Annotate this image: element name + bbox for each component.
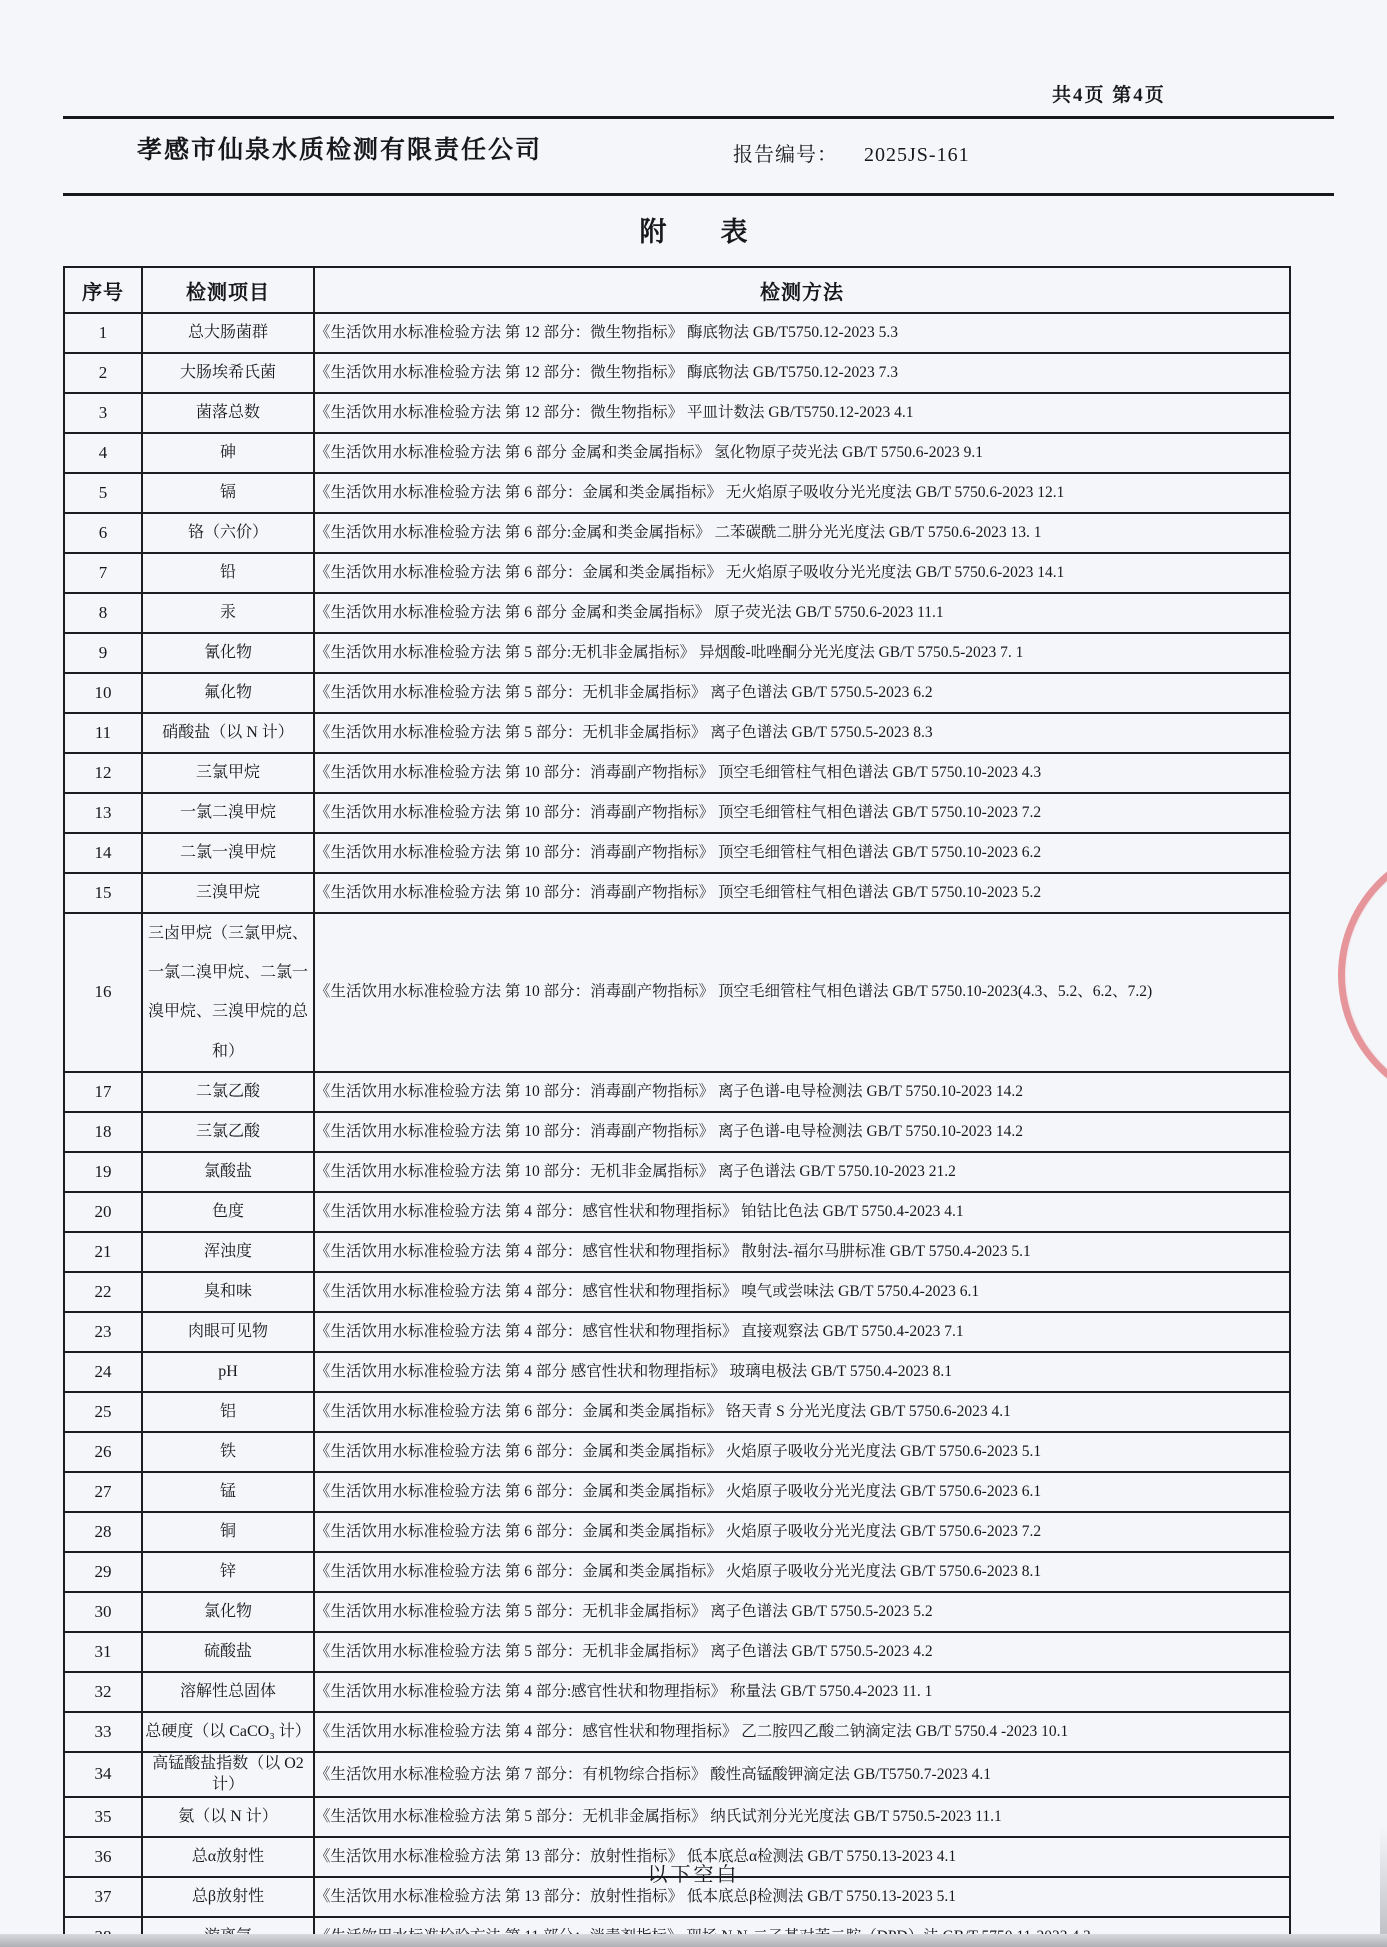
header-no: 序号 [64,267,142,313]
appendix-title: 附 表 [639,217,748,247]
row-item: 溶解性总固体 [142,1672,314,1712]
row-number: 33 [64,1712,142,1752]
row-item: 三溴甲烷 [142,873,314,913]
row-item: 大肠埃希氏菌 [142,353,314,393]
table-row [64,753,1290,793]
row-number: 17 [64,1072,142,1112]
row-number: 21 [64,1232,142,1272]
table-row [64,673,1290,713]
row-number: 1 [64,313,142,353]
table-row [64,1112,1290,1152]
table-row [64,1752,1290,1797]
table-row [64,1432,1290,1472]
row-method: 《生活饮用水标准检验方法 第 10 部分：消毒副产物指标》 顶空毛细管柱气相色谱法 GB/T 5750.10-2023 6.2 [314,833,1290,873]
row-number: 27 [64,1472,142,1512]
row-method: 《生活饮用水标准检验方法 第 10 部分：消毒副产物指标》 顶空毛细管柱气相色谱法 GB/T 5750.10-2023 4.3 [314,753,1290,793]
row-number: 30 [64,1592,142,1632]
table-row [64,1272,1290,1312]
table-row [64,1312,1290,1352]
row-number: 3 [64,393,142,433]
table-row [64,1672,1290,1712]
row-number: 25 [64,1392,142,1432]
row-item: 菌落总数 [142,393,314,433]
row-item: 总α放射性 [142,1837,314,1877]
row-item: 总β放射性 [142,1877,314,1917]
row-number: 24 [64,1352,142,1392]
row-number: 15 [64,873,142,913]
page-count: 共4页 第4页 [1052,85,1166,106]
row-method: 《生活饮用水标准检验方法 第 10 部分：消毒副产物指标》 顶空毛细管柱气相色谱法 GB/T 5750.10-2023 5.2 [314,873,1290,913]
row-method: 《生活饮用水标准检验方法 第 5 部分：无机非金属指标》 纳氏试剂分光光度法 GB/T 5750.5-2023 11.1 [314,1797,1290,1837]
table-row [64,833,1290,873]
row-method: 《生活饮用水标准检验方法 第 4 部分：感官性状和物理指标》 铂钴比色法 GB/T 5750.4-2023 4.1 [314,1192,1290,1232]
scan-shadow-right [1380,1827,1387,1947]
row-method: 《生活饮用水标准检验方法 第 5 部分：无机非金属指标》 离子色谱法 GB/T 5750.5-2023 4.2 [314,1632,1290,1672]
row-method: 《生活饮用水标准检验方法 第 12 部分：微生物指标》 酶底物法 GB/T5750.12-2023 5.3 [314,313,1290,353]
row-item: 色度 [142,1192,314,1232]
row-method: 《生活饮用水标准检验方法 第 6 部分：金属和类金属指标》 火焰原子吸收分光光度法 GB/T 5750.6-2023 8.1 [314,1552,1290,1592]
row-item: 一氯二溴甲烷 [142,793,314,833]
row-method: 《生活饮用水标准检验方法 第 5 部分：无机非金属指标》 离子色谱法 GB/T 5750.5-2023 5.2 [314,1592,1290,1632]
row-method: 《生活饮用水标准检验方法 第 4 部分：感官性状和物理指标》 散射法-福尔马肼标准 GB/T 5750.4-2023 5.1 [314,1232,1290,1272]
row-number: 5 [64,473,142,513]
row-method: 《生活饮用水标准检验方法 第 4 部分：感官性状和物理指标》 嗅气或尝味法 GB/T 5750.4-2023 6.1 [314,1272,1290,1312]
row-number: 37 [64,1877,142,1917]
row-method: 《生活饮用水标准检验方法 第 4 部分 感官性状和物理指标》 玻璃电极法 GB/T 5750.4-2023 8.1 [314,1352,1290,1392]
row-number: 12 [64,753,142,793]
row-method: 《生活饮用水标准检验方法 第 10 部分：消毒副产物指标》 离子色谱-电导检测法 GB/T 5750.10-2023 14.2 [314,1072,1290,1112]
row-method: 《生活饮用水标准检验方法 第 10 部分：消毒副产物指标》 离子色谱-电导检测法 GB/T 5750.10-2023 14.2 [314,1112,1290,1152]
row-number: 29 [64,1552,142,1592]
row-item: 镉 [142,473,314,513]
row-number: 23 [64,1312,142,1352]
row-number: 9 [64,633,142,673]
row-method: 《生活饮用水标准检验方法 第 13 部分：放射性指标》 低本底总β检测法 GB/T 5750.13-2023 5.1 [314,1877,1290,1917]
row-number: 20 [64,1192,142,1232]
table-row [64,1472,1290,1512]
row-item: 臭和味 [142,1272,314,1312]
table-row [64,1232,1290,1272]
table-row [64,553,1290,593]
row-method: 《生活饮用水标准检验方法 第 6 部分：金属和类金属指标》 火焰原子吸收分光光度法 GB/T 5750.6-2023 6.1 [314,1472,1290,1512]
row-method: 《生活饮用水标准检验方法 第 4 部分:感官性状和物理指标》 称量法 GB/T 5750.4-2023 11. 1 [314,1672,1290,1712]
table-row [64,1072,1290,1112]
table-row [64,393,1290,433]
row-item: 肉眼可见物 [142,1312,314,1352]
row-item: 总硬度（以 CaCO₃ 计） [142,1712,314,1752]
row-method: 《生活饮用水标准检验方法 第 6 部分：金属和类金属指标》 铬天青 S 分光光度法 GB/T 5750.6-2023 4.1 [314,1392,1290,1432]
table-row [64,1392,1290,1432]
header-rule-bottom [63,193,1334,196]
table-row [64,1192,1290,1232]
scan-shadow-bottom [0,1934,1387,1947]
row-number: 10 [64,673,142,713]
row-item: 锌 [142,1552,314,1592]
row-number: 19 [64,1152,142,1192]
row-method: 《生活饮用水标准检验方法 第 5 部分:无机非金属指标》 异烟酸-吡唑酮分光光度法 GB/T 5750.5-2023 7. 1 [314,633,1290,673]
row-item: 铁 [142,1432,314,1472]
row-number: 35 [64,1797,142,1837]
table-header-row [64,267,1290,313]
row-number: 11 [64,713,142,753]
row-method: 《生活饮用水标准检验方法 第 6 部分：金属和类金属指标》 火焰原子吸收分光光度法 GB/T 5750.6-2023 5.1 [314,1432,1290,1472]
table-row [64,793,1290,833]
row-item: 三卤甲烷（三氯甲烷、一氯二溴甲烷、二氯一溴甲烷、三溴甲烷的总和） [142,913,314,1072]
table-row [64,513,1290,553]
row-method: 《生活饮用水标准检验方法 第 6 部分:金属和类金属指标》 二苯碳酰二肼分光光度法 GB/T 5750.6-2023 13. 1 [314,513,1290,553]
table-row [64,1797,1290,1837]
row-item: 硝酸盐（以 N 计） [142,713,314,753]
table-row [64,353,1290,393]
row-item: 三氯乙酸 [142,1112,314,1152]
table-row [64,1552,1290,1592]
row-item: pH [142,1352,314,1392]
row-method: 《生活饮用水标准检验方法 第 7 部分：有机物综合指标》 酸性高锰酸钾滴定法 GB/T5750.7-2023 4.1 [314,1752,1290,1797]
row-number: 34 [64,1752,142,1797]
row-method: 《生活饮用水标准检验方法 第 6 部分 金属和类金属指标》 氢化物原子荧光法 GB/T 5750.6-2023 9.1 [314,433,1290,473]
table-row [64,1152,1290,1192]
report-number-value: 2025JS-161 [864,144,970,166]
header-method: 检测方法 [314,267,1290,313]
row-item: 氯化物 [142,1592,314,1632]
row-item: 硫酸盐 [142,1632,314,1672]
table-row [64,913,1290,1072]
row-number: 4 [64,433,142,473]
row-method: 《生活饮用水标准检验方法 第 4 部分：感官性状和物理指标》 直接观察法 GB/T 5750.4-2023 7.1 [314,1312,1290,1352]
row-method: 《生活饮用水标准检验方法 第 6 部分 金属和类金属指标》 原子荧光法 GB/T 5750.6-2023 11.1 [314,593,1290,633]
row-method: 《生活饮用水标准检验方法 第 12 部分：微生物指标》 平皿计数法 GB/T5750.12-2023 4.1 [314,393,1290,433]
row-method: 《生活饮用水标准检验方法 第 13 部分：放射性指标》 低本底总α检测法 GB/T 5750.13-2023 4.1 [314,1837,1290,1877]
row-method: 《生活饮用水标准检验方法 第 5 部分：无机非金属指标》 离子色谱法 GB/T 5750.5-2023 8.3 [314,713,1290,753]
report-number-line [733,138,970,167]
row-item: 氨（以 N 计） [142,1797,314,1837]
row-number: 14 [64,833,142,873]
row-number: 8 [64,593,142,633]
row-item: 氟化物 [142,673,314,713]
row-item: 氰化物 [142,633,314,673]
row-method: 《生活饮用水标准检验方法 第 5 部分：无机非金属指标》 离子色谱法 GB/T 5750.5-2023 6.2 [314,673,1290,713]
report-number-label: 报告编号： [733,144,838,166]
table-row [64,1512,1290,1552]
row-method: 《生活饮用水标准检验方法 第 4 部分：感官性状和物理指标》 乙二胺四乙酸二钠滴定法 GB/T 5750.4 -2023 10.1 [314,1712,1290,1752]
row-method: 《生活饮用水标准检验方法 第 6 部分：金属和类金属指标》 无火焰原子吸收分光光度法 GB/T 5750.6-2023 12.1 [314,473,1290,513]
row-item: 浑浊度 [142,1232,314,1272]
row-method: 《生活饮用水标准检验方法 第 10 部分：无机非金属指标》 离子色谱法 GB/T 5750.10-2023 21.2 [314,1152,1290,1192]
row-number: 16 [64,913,142,1072]
row-method: 《生活饮用水标准检验方法 第 12 部分：微生物指标》 酶底物法 GB/T5750.12-2023 7.3 [314,353,1290,393]
row-number: 22 [64,1272,142,1312]
row-number: 36 [64,1837,142,1877]
header-item: 检测项目 [142,267,314,313]
row-method: 《生活饮用水标准检验方法 第 6 部分：金属和类金属指标》 火焰原子吸收分光光度法 GB/T 5750.6-2023 7.2 [314,1512,1290,1552]
table-row [64,1352,1290,1392]
row-item: 铅 [142,553,314,593]
row-number: 32 [64,1672,142,1712]
row-number: 6 [64,513,142,553]
table-row [64,1592,1290,1632]
table-row [64,873,1290,913]
company-name: 孝感市仙泉水质检测有限责任公司 [137,136,543,164]
row-item: 锰 [142,1472,314,1512]
header-rule-top [63,116,1334,119]
table-row [64,593,1290,633]
row-number: 28 [64,1512,142,1552]
row-number: 26 [64,1432,142,1472]
table-row [64,313,1290,353]
row-item: 氯酸盐 [142,1152,314,1192]
table-row [64,633,1290,673]
row-number: 2 [64,353,142,393]
table-row [64,473,1290,513]
row-number: 18 [64,1112,142,1152]
red-seal-edge [1338,838,1387,1112]
row-item: 砷 [142,433,314,473]
row-item: 三氯甲烷 [142,753,314,793]
row-method: 《生活饮用水标准检验方法 第 6 部分：金属和类金属指标》 无火焰原子吸收分光光度法 GB/T 5750.6-2023 14.1 [314,553,1290,593]
row-item: 总大肠菌群 [142,313,314,353]
row-item: 二氯乙酸 [142,1072,314,1112]
row-number: 31 [64,1632,142,1672]
row-item: 高锰酸盐指数（以 O2 计） [142,1752,314,1797]
table-row [64,1712,1290,1752]
row-item: 二氯一溴甲烷 [142,833,314,873]
row-method: 《生活饮用水标准检验方法 第 10 部分：消毒副产物指标》 顶空毛细管柱气相色谱法 GB/T 5750.10-2023 7.2 [314,793,1290,833]
blank-below-note: 以下空白 [647,1864,740,1886]
row-item: 铜 [142,1512,314,1552]
row-item: 铝 [142,1392,314,1432]
row-item: 铬（六价） [142,513,314,553]
table-row [64,433,1290,473]
row-method: 《生活饮用水标准检验方法 第 10 部分：消毒副产物指标》 顶空毛细管柱气相色谱法 GB/T 5750.10-2023(4.3、5.2、6.2、7.2) [314,913,1290,1072]
row-item: 汞 [142,593,314,633]
table-row [64,1632,1290,1672]
table-row [64,713,1290,753]
detection-methods-table [63,266,1291,1947]
row-number: 13 [64,793,142,833]
row-number: 7 [64,553,142,593]
